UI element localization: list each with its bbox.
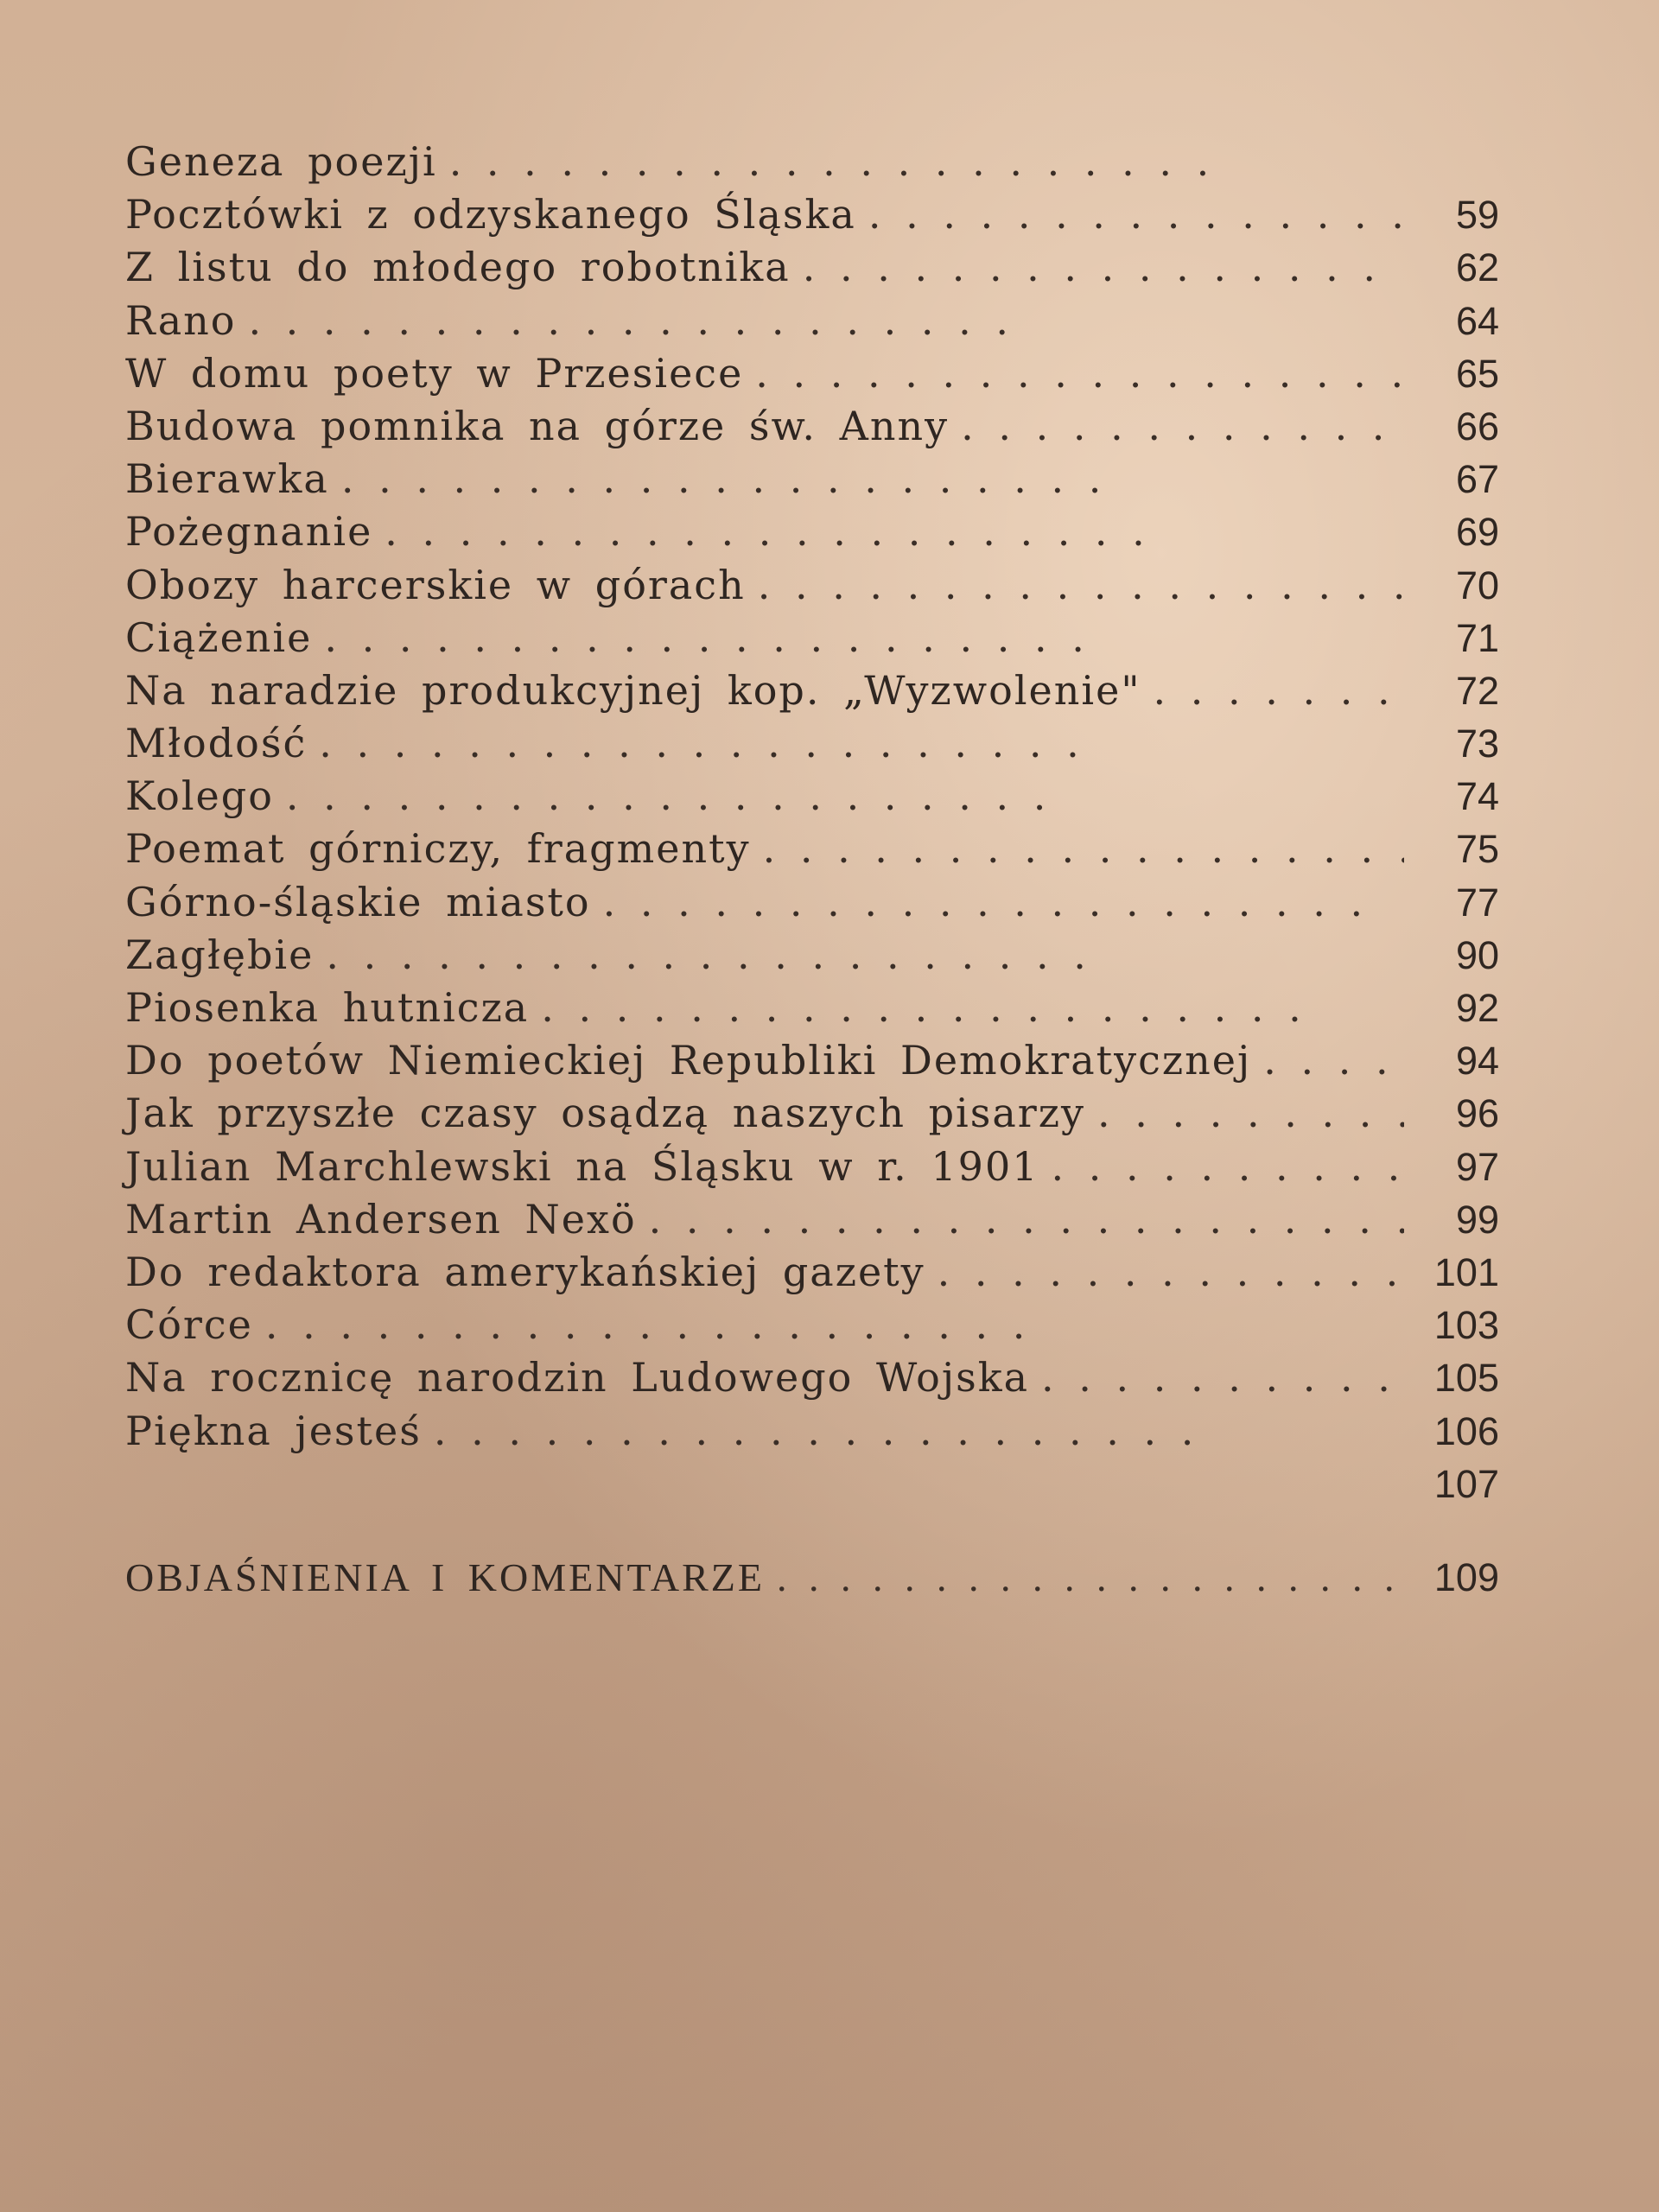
- toc-entry: [125, 772, 1499, 825]
- dot-leader: [253, 1301, 1404, 1348]
- dot-leader: [591, 879, 1404, 925]
- toc-entry: [125, 403, 1499, 455]
- dot-leader: [1251, 1037, 1404, 1084]
- toc-entry-title: Zagłębie: [125, 931, 315, 978]
- toc-entry-title: Budowa pomnika na górze św. Anny: [125, 402, 950, 449]
- dot-leader: [236, 297, 1404, 344]
- toc-entry: [125, 667, 1499, 720]
- toc-entry: [125, 720, 1499, 772]
- toc-entry-page: 105: [1433, 1356, 1499, 1401]
- toc-entry-title: Piękna jesteś: [125, 1407, 422, 1454]
- dot-leader: [949, 403, 1404, 449]
- toc-entry: [125, 244, 1499, 296]
- dot-leader: [529, 984, 1404, 1031]
- toc-entry: [125, 931, 1499, 984]
- toc-entry: [125, 455, 1499, 508]
- toc-entry-page: 106: [1433, 1408, 1499, 1453]
- toc-entry-title: Do poetów Niemieckiej Republiki Demokratycznej: [125, 1037, 1252, 1084]
- dot-leader: [274, 772, 1404, 819]
- toc-entry-title: Rano: [125, 296, 237, 344]
- toc-entry-comments: [125, 1554, 1499, 1607]
- dot-leader: [743, 350, 1404, 397]
- dot-leader: [637, 1196, 1404, 1243]
- toc-entry-page: 70: [1455, 563, 1499, 607]
- toc-entry-title: Górno-śląskie miasto: [125, 878, 591, 925]
- toc-entry-page: 107: [1433, 1461, 1499, 1506]
- toc-entry-title: Kolego: [125, 772, 274, 820]
- dot-leader: [329, 455, 1404, 502]
- toc-entry-page: 67: [1455, 457, 1499, 502]
- toc-entry-page: 92: [1455, 986, 1499, 1030]
- toc-entry: [125, 614, 1499, 667]
- toc-entry: [125, 350, 1499, 403]
- toc-entry: [125, 1196, 1499, 1249]
- toc-entry-title: OBJAŚNIENIA I KOMENTARZE: [125, 1554, 765, 1599]
- dot-leader: [312, 614, 1404, 661]
- toc-entry-title: Młodość: [125, 720, 308, 767]
- table-of-contents: [125, 138, 1499, 1607]
- toc-entry-title: Córce: [125, 1301, 253, 1349]
- toc-entry: [125, 1037, 1499, 1090]
- toc-entry-page: 59: [1455, 193, 1499, 238]
- toc-entry: [125, 1460, 1499, 1513]
- toc-entry: [125, 1249, 1499, 1301]
- toc-entry-page: 74: [1455, 774, 1499, 819]
- toc-entry-page: 77: [1455, 880, 1499, 925]
- dot-leader: [1141, 667, 1405, 714]
- toc-entry-page: 62: [1455, 245, 1499, 290]
- toc-entry-page: 99: [1455, 1197, 1499, 1242]
- dot-leader: [1039, 1143, 1404, 1190]
- toc-entry-title: Julian Marchlewski na Śląsku w r. 1901: [125, 1142, 1039, 1190]
- dot-leader: [437, 138, 1404, 185]
- dot-leader: [314, 931, 1404, 978]
- toc-entry-page: 64: [1455, 298, 1499, 343]
- toc-entry: [125, 138, 1499, 191]
- toc-entry-page: 96: [1455, 1091, 1499, 1136]
- dot-leader: [765, 1554, 1404, 1600]
- toc-entry-title: Na rocznicę narodzin Ludowego Wojska: [125, 1354, 1029, 1402]
- toc-entry-title: Ciążenie: [125, 613, 313, 661]
- toc-entry: [125, 191, 1499, 244]
- toc-entry-page: 66: [1455, 404, 1499, 448]
- toc-entry: [125, 879, 1499, 931]
- toc-entry-title: Piosenka hutnicza: [125, 984, 530, 1031]
- dot-leader: [422, 1408, 1404, 1454]
- toc-entry: [125, 1090, 1499, 1142]
- toc-entry-page: 90: [1455, 932, 1499, 977]
- toc-entry: [125, 1408, 1499, 1460]
- toc-entry: [125, 1301, 1499, 1354]
- toc-entry: [125, 1354, 1499, 1407]
- dot-leader: [1029, 1354, 1404, 1401]
- toc-entry-title: Bierawka: [125, 455, 329, 503]
- toc-entry-title: Jak przyszłe czasy osądzą naszych pisarzy: [125, 1090, 1086, 1137]
- toc-entry-title: Poemat górniczy, fragmenty: [125, 825, 751, 873]
- toc-entry-page: 72: [1455, 668, 1499, 713]
- toc-entry-title: Na naradzie produkcyjnej kop. „Wyzwolenie": [125, 666, 1141, 714]
- toc-entry-page: 73: [1455, 721, 1499, 766]
- toc-entry: [125, 984, 1499, 1037]
- toc-entry: [125, 825, 1499, 878]
- dot-leader: [751, 825, 1404, 872]
- toc-entry-page: 71: [1455, 615, 1499, 660]
- toc-entry-page: 69: [1455, 510, 1499, 555]
- dot-leader: [856, 191, 1404, 238]
- toc-entry: [125, 297, 1499, 350]
- toc-entry-page: 75: [1455, 827, 1499, 872]
- toc-entry: [125, 562, 1499, 614]
- toc-entry-title: Geneza poezji: [125, 138, 437, 185]
- dot-leader: [307, 720, 1404, 766]
- dot-leader: [746, 562, 1404, 608]
- toc-entry-page: 103: [1433, 1303, 1499, 1348]
- toc-entry-page: 109: [1433, 1554, 1499, 1599]
- toc-entry-title: Z listu do młodego robotnika: [125, 244, 791, 291]
- dot-leader: [791, 244, 1404, 290]
- toc-entry: [125, 1143, 1499, 1196]
- dot-leader: [1085, 1090, 1404, 1136]
- toc-entry: [125, 508, 1499, 561]
- toc-entry-title: Pożegnanie: [125, 508, 373, 556]
- dot-leader: [925, 1249, 1404, 1295]
- dot-leader: [372, 508, 1404, 555]
- toc-entry-title: Obozy harcerskie w górach: [125, 561, 746, 608]
- toc-entry-page: 94: [1455, 1039, 1499, 1084]
- toc-entry-page: 65: [1455, 351, 1499, 396]
- toc-entry-title: W domu poety w Przesiece: [125, 349, 744, 397]
- toc-entry-title: Do redaktora amerykańskiej gazety: [125, 1248, 925, 1295]
- toc-entry-title: Pocztówki z odzyskanego Śląska: [125, 191, 856, 238]
- toc-entry-page: 97: [1455, 1144, 1499, 1189]
- toc-entry-title: Martin Andersen Nexö: [125, 1195, 637, 1243]
- toc-entry-page: 101: [1433, 1249, 1499, 1294]
